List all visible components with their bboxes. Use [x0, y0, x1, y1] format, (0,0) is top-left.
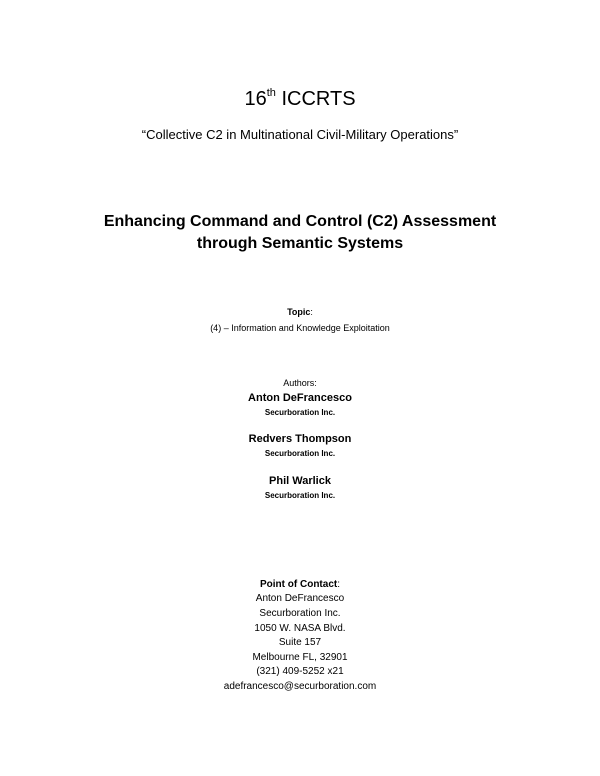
- author-name: Phil Warlick: [269, 475, 331, 487]
- contact-organization: Securboration Inc.: [259, 608, 341, 619]
- conference-number: 16: [244, 88, 267, 110]
- author-affiliation: Securboration Inc.: [264, 491, 336, 500]
- author-name: Redvers Thompson: [248, 433, 352, 445]
- paper-title-line-1: Enhancing Command and Control (C2) Assessment: [103, 213, 497, 230]
- conference-theme: “Collective C2 in Multinational Civil-Military Operations”: [141, 127, 459, 142]
- contact-name: Anton DeFrancesco: [255, 593, 345, 604]
- contact-street: 1050 W. NASA Blvd.: [254, 623, 346, 634]
- conference-title: [0, 86, 600, 112]
- contact-phone: (321) 409-5252 x21: [256, 666, 344, 677]
- author-affiliation: Securboration Inc.: [264, 408, 336, 417]
- topic-value: (4) – Information and Knowledge Exploitation: [210, 323, 390, 333]
- topic-heading: Topic:: [287, 307, 313, 317]
- contact-email[interactable]: adefrancesco@securboration.com: [223, 681, 377, 692]
- point-of-contact-heading: Point of Contact:: [260, 579, 340, 590]
- conference-number-suffix: th: [266, 87, 276, 99]
- point-of-contact-label: Point of Contact: [260, 579, 338, 590]
- paper-title-line-2: through Semantic Systems: [196, 235, 404, 252]
- authors-label: Authors: [283, 378, 315, 388]
- authors-heading: Authors:: [283, 378, 317, 388]
- author-name: Anton DeFrancesco: [248, 392, 352, 404]
- author-affiliation: Securboration Inc.: [264, 449, 336, 458]
- conference-name: ICCRTS: [281, 88, 356, 110]
- contact-city: Melbourne FL, 32901: [252, 652, 348, 663]
- paper-title: [0, 211, 600, 255]
- topic-label: Topic: [287, 307, 311, 317]
- contact-suite: Suite 157: [278, 637, 322, 648]
